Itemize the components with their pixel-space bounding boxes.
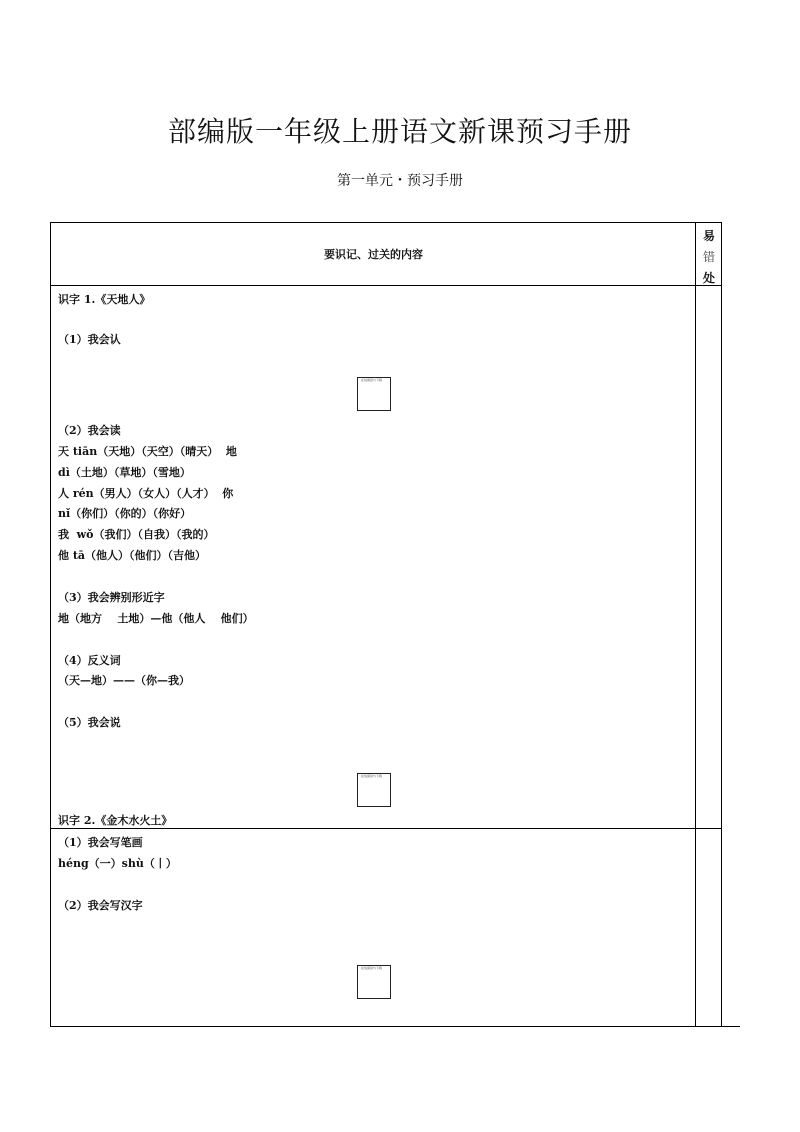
reading-line: nǐ（你们）（你的）（你好） — [58, 507, 192, 520]
table-right-border — [721, 222, 722, 1027]
side-header-char: 处 — [702, 271, 715, 285]
lesson1-section5-title: （5）我会说 — [58, 716, 121, 729]
picture-placeholder — [357, 965, 391, 999]
picture-caption: 在线阅读与下载 — [361, 378, 383, 382]
reading-line: dì（土地）（草地）（雪地） — [58, 466, 191, 479]
reading-line: 人 rén（男人）（女人）（人才） 你 — [58, 487, 234, 500]
lesson1-section1-title: （1）我会认 — [58, 333, 121, 346]
side-header-char: 易 — [702, 229, 715, 243]
error-column-header — [697, 226, 721, 289]
lesson1-section2-title: （2）我会读 — [58, 424, 121, 437]
strokes-line: héng（一）shù（丨） — [58, 857, 177, 870]
reading-line: 我 wǒ（我们）（自我）（我的） — [58, 528, 215, 541]
table-column-divider — [695, 222, 696, 1027]
side-header-char: 错 — [702, 250, 715, 264]
similar-characters-line: 地（地方 土地）—他（他人 他们） — [58, 612, 254, 625]
picture-placeholder — [357, 773, 391, 807]
lesson1-section4-title: （4）反义词 — [58, 654, 121, 667]
picture-placeholder — [357, 377, 391, 411]
antonym-line: （天—地）——（你—我） — [58, 674, 190, 687]
table-top-border — [50, 222, 722, 223]
table-left-border — [50, 222, 51, 1027]
table-bottom-border — [50, 1026, 740, 1027]
page-subtitle: 第一单元・预习手册 — [337, 173, 463, 189]
reading-line: 天 tiān（天地）（天空）（晴天） 地 — [58, 445, 237, 458]
lesson1-heading: 识字 1.《天地人》 — [58, 293, 151, 306]
lesson2-section1-title: （1）我会写笔画 — [58, 836, 143, 849]
lesson1-section3-title: （3）我会辨别形近字 — [58, 591, 165, 604]
lesson2-heading: 识字 2.《金木水火土》 — [58, 814, 173, 827]
table-header: 要识记、过关的内容 — [324, 248, 423, 261]
picture-caption: 在线阅读与下载 — [361, 774, 383, 778]
reading-line: 他 tā（他人）（他们）（吉他） — [58, 549, 207, 562]
table-section-border — [50, 828, 722, 829]
page-title: 部编版一年级上册语文新课预习手册 — [167, 115, 632, 148]
picture-caption: 在线阅读与下载 — [361, 966, 383, 970]
lesson2-section2-title: （2）我会写汉字 — [58, 899, 143, 912]
table-header-border — [50, 285, 722, 286]
